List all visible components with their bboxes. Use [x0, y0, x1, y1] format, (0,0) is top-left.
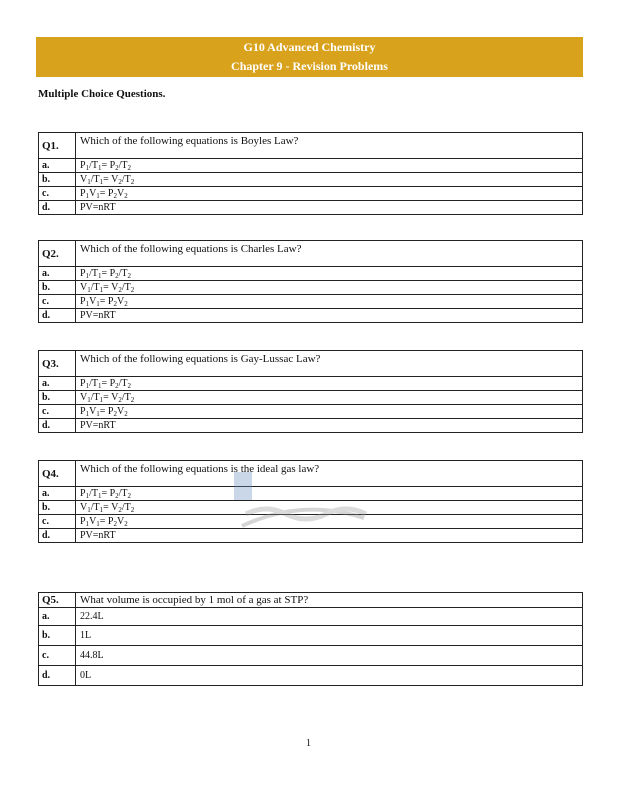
option-text: $P_1/T_1= P_2/T_2$: [76, 159, 583, 173]
option-text: $P_1/T_1= P_2/T_2$: [76, 487, 583, 501]
question-1: [38, 132, 583, 215]
option-row: [39, 201, 583, 215]
option-row: [39, 529, 583, 543]
option-row: [39, 267, 583, 281]
question-text: Which of the following equations is Boyles Law?: [76, 133, 583, 159]
question-text: Which of the following equations is the ideal gas law?: [76, 461, 583, 487]
option-label: a.: [39, 267, 76, 281]
section-title: Multiple Choice Questions.: [38, 88, 166, 100]
option-row: [39, 487, 583, 501]
question-number: Q2.: [39, 241, 76, 267]
option-text: $V_1/T_1= V_2/T_2$: [76, 281, 583, 295]
option-label: a.: [39, 487, 76, 501]
option-text: PV=nRT: [76, 529, 583, 543]
option-label: d.: [39, 666, 76, 686]
course-title: G10 Advanced Chemistry: [243, 40, 376, 54]
option-text: $V_1/T_1= V_2/T_2$: [76, 173, 583, 187]
option-row: [39, 501, 583, 515]
option-row: [39, 646, 583, 666]
option-label: b.: [39, 391, 76, 405]
question-number: Q1.: [39, 133, 76, 159]
option-label: c.: [39, 405, 76, 419]
option-text: $V_1/T_1= V_2/T_2$: [76, 391, 583, 405]
option-row: [39, 391, 583, 405]
option-text: $P_1/T_1= P_2/T_2$: [76, 267, 583, 281]
option-label: d.: [39, 309, 76, 323]
option-label: b.: [39, 281, 76, 295]
chapter-title: Chapter 9 - Revision Problems: [231, 59, 388, 73]
option-text: $P_1V_1= P_2V_2$: [76, 405, 583, 419]
option-row: [39, 173, 583, 187]
option-text: $P_1V_1= P_2V_2$: [76, 515, 583, 529]
option-label: c.: [39, 646, 76, 666]
option-label: d.: [39, 419, 76, 433]
option-row: [39, 608, 583, 626]
option-text: PV=nRT: [76, 201, 583, 215]
option-row: [39, 419, 583, 433]
option-label: a.: [39, 608, 76, 626]
option-label: a.: [39, 159, 76, 173]
question-number: Q4.: [39, 461, 76, 487]
question-4: [38, 460, 583, 543]
question-text: Which of the following equations is Gay-Lussac Law?: [76, 351, 583, 377]
option-text: $P_1V_1= P_2V_2$: [76, 295, 583, 309]
option-text: $P_1V_1= P_2V_2$: [76, 187, 583, 201]
option-label: b.: [39, 173, 76, 187]
question-text: Which of the following equations is Charles Law?: [76, 241, 583, 267]
option-label: c.: [39, 187, 76, 201]
option-text: 44.8L: [76, 646, 583, 666]
option-row: [39, 295, 583, 309]
option-text: $P_1/T_1= P_2/T_2$: [76, 377, 583, 391]
question-text: What volume is occupied by 1 mol of a gas at STP?: [76, 593, 583, 608]
option-label: d.: [39, 201, 76, 215]
option-label: c.: [39, 515, 76, 529]
document-header: [36, 37, 583, 77]
option-row: [39, 377, 583, 391]
question-number: Q5.: [39, 593, 76, 608]
option-row: [39, 626, 583, 646]
option-row: [39, 309, 583, 323]
option-label: d.: [39, 529, 76, 543]
option-text: PV=nRT: [76, 419, 583, 433]
page-number: 1: [306, 738, 311, 749]
option-text: 1L: [76, 626, 583, 646]
option-label: b.: [39, 626, 76, 646]
question-2: [38, 240, 583, 323]
option-text: PV=nRT: [76, 309, 583, 323]
option-label: b.: [39, 501, 76, 515]
option-row: [39, 666, 583, 686]
option-label: c.: [39, 295, 76, 309]
option-text: 22.4L: [76, 608, 583, 626]
option-text: $V_1/T_1= V_2/T_2$: [76, 501, 583, 515]
option-text: 0L: [76, 666, 583, 686]
option-row: [39, 515, 583, 529]
option-row: [39, 159, 583, 173]
option-row: [39, 281, 583, 295]
option-label: a.: [39, 377, 76, 391]
question-5: [38, 592, 583, 686]
option-row: [39, 187, 583, 201]
option-row: [39, 405, 583, 419]
question-number: Q3.: [39, 351, 76, 377]
question-3: [38, 350, 583, 433]
